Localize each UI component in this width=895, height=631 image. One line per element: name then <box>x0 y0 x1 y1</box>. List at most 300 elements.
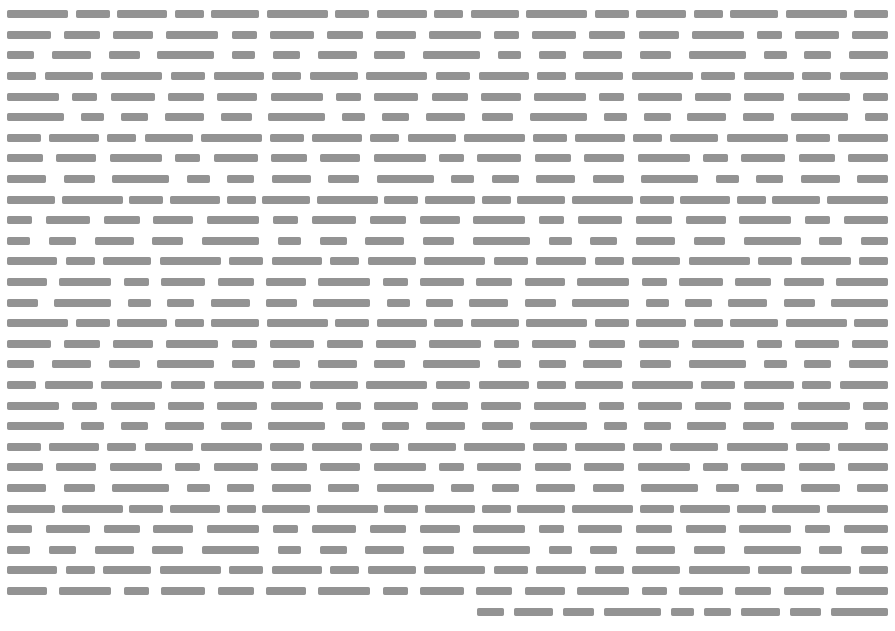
notice-word <box>145 134 193 142</box>
notice-word <box>840 72 888 80</box>
notice-word <box>273 360 300 368</box>
notice-word <box>848 463 888 471</box>
notice-word <box>494 31 519 39</box>
notice-word <box>539 360 566 368</box>
notice-word <box>784 278 824 286</box>
notice-word <box>844 525 888 533</box>
notice-word <box>171 72 205 80</box>
notice-word <box>214 72 264 80</box>
notice-word <box>432 93 468 101</box>
notice-word <box>743 113 774 121</box>
notice-word <box>477 608 504 616</box>
notice-word <box>310 72 358 80</box>
notice-word <box>575 72 623 80</box>
notice-word <box>7 278 47 286</box>
notice-word <box>844 216 888 224</box>
notice-line <box>7 231 888 252</box>
notice-word <box>795 31 839 39</box>
notice-word <box>64 340 100 348</box>
notice-word <box>530 113 587 121</box>
notice-word <box>376 340 416 348</box>
notice-word <box>744 402 784 410</box>
notice-word <box>857 175 888 183</box>
notice-word <box>312 525 356 533</box>
notice-word <box>727 134 788 142</box>
notice-word <box>426 299 453 307</box>
notice-word <box>632 72 693 80</box>
notice-word <box>836 587 888 595</box>
notice-word <box>7 10 68 18</box>
notice-word <box>689 51 746 59</box>
notice-word <box>701 381 735 389</box>
notice-word <box>514 608 553 616</box>
notice-word <box>716 175 739 183</box>
notice-word <box>536 484 575 492</box>
notice-word <box>320 463 360 471</box>
notice-word <box>52 51 91 59</box>
notice-word <box>424 566 485 574</box>
notice-word <box>494 340 519 348</box>
notice-word <box>268 113 325 121</box>
notice-word <box>572 505 633 513</box>
notice-word <box>595 566 624 574</box>
notice-word <box>757 31 782 39</box>
notice-word <box>7 484 46 492</box>
notice-word <box>589 340 625 348</box>
notice-word <box>638 154 690 162</box>
notice-word <box>7 31 51 39</box>
notice-line <box>7 395 888 416</box>
notice-line <box>7 128 888 149</box>
notice-word <box>689 566 750 574</box>
notice-word <box>320 237 347 245</box>
notice-line <box>7 498 888 519</box>
notice-word <box>636 546 675 554</box>
notice-word <box>168 402 204 410</box>
notice-word <box>534 402 586 410</box>
notice-word <box>377 175 434 183</box>
notice-word <box>852 31 888 39</box>
notice-word <box>49 237 76 245</box>
notice-word <box>101 72 162 80</box>
notice-word <box>799 154 835 162</box>
notice-word <box>632 566 680 574</box>
notice-word <box>639 31 679 39</box>
notice-word <box>318 360 357 368</box>
notice-word <box>730 10 778 18</box>
notice-word <box>218 278 254 286</box>
notice-word <box>802 381 831 389</box>
notice-word <box>7 402 59 410</box>
notice-word <box>207 216 259 224</box>
notice-word <box>640 360 671 368</box>
notice-word <box>214 463 258 471</box>
notice-word <box>425 196 475 204</box>
notice-word <box>129 505 163 513</box>
notice-line <box>7 86 888 107</box>
notice-word <box>694 546 725 554</box>
notice-word <box>533 443 567 451</box>
notice-word <box>7 381 36 389</box>
notice-word <box>756 484 783 492</box>
notice-word <box>270 31 314 39</box>
notice-word <box>744 72 794 80</box>
notice-word <box>95 237 134 245</box>
notice-word <box>735 587 771 595</box>
notice-word <box>852 340 888 348</box>
notice-word <box>112 484 169 492</box>
notice-word <box>232 51 255 59</box>
notice-word <box>268 422 325 430</box>
notice-word <box>537 72 566 80</box>
notice-word <box>426 113 465 121</box>
notice-word <box>161 278 205 286</box>
notice-word <box>805 525 830 533</box>
notice-word <box>59 587 111 595</box>
notice-word <box>728 299 767 307</box>
notice-word <box>272 72 301 80</box>
notice-word <box>537 381 566 389</box>
notice-word <box>469 299 508 307</box>
notice-word <box>532 31 576 39</box>
notice-word <box>370 443 399 451</box>
notice-line <box>7 210 888 231</box>
notice-word <box>7 216 32 224</box>
notice-word <box>66 257 95 265</box>
notice-word <box>170 505 220 513</box>
notice-word <box>7 319 68 327</box>
notice-word <box>117 319 167 327</box>
notice-word <box>590 546 617 554</box>
notice-word <box>498 51 521 59</box>
notice-word <box>848 154 888 162</box>
notice-word <box>232 340 257 348</box>
notice-word <box>335 10 369 18</box>
notice-word <box>525 299 556 307</box>
notice-word <box>270 134 304 142</box>
notice-word <box>425 505 475 513</box>
notice-word <box>366 381 427 389</box>
notice-word <box>638 463 690 471</box>
notice-word <box>62 505 123 513</box>
notice-word <box>640 505 674 513</box>
notice-word <box>639 340 679 348</box>
notice-word <box>366 72 427 80</box>
notice-line <box>7 292 888 313</box>
notice-word <box>498 360 521 368</box>
notice-word <box>377 484 434 492</box>
notice-word <box>517 505 565 513</box>
notice-word <box>374 360 405 368</box>
notice-word <box>535 463 571 471</box>
notice-word <box>81 113 104 121</box>
notice-word <box>802 72 831 80</box>
notice-word <box>49 443 99 451</box>
notice-word <box>56 154 96 162</box>
notice-word <box>420 216 460 224</box>
notice-word <box>473 237 530 245</box>
notice-word <box>111 402 155 410</box>
notice-word <box>221 422 252 430</box>
notice-word <box>575 134 625 142</box>
notice-word <box>636 525 672 533</box>
notice-word <box>227 484 254 492</box>
notice-word <box>633 443 662 451</box>
notice-word <box>857 484 888 492</box>
notice-word <box>680 196 730 204</box>
notice-line <box>7 354 888 375</box>
notice-word <box>104 216 140 224</box>
notice-word <box>526 319 587 327</box>
notice-word <box>694 237 725 245</box>
notice-word <box>420 587 464 595</box>
notice-word <box>262 505 310 513</box>
notice-word <box>589 31 625 39</box>
notice-word <box>758 566 792 574</box>
notice-line <box>7 334 888 355</box>
notice-word <box>110 463 162 471</box>
notice-word <box>7 196 55 204</box>
notice-word <box>494 257 528 265</box>
notice-word <box>692 31 744 39</box>
notice-word <box>741 154 785 162</box>
notice-word <box>7 113 64 121</box>
notice-word <box>121 113 148 121</box>
notice-word <box>642 587 667 595</box>
notice-word <box>175 319 204 327</box>
notice-word <box>320 546 347 554</box>
notice-word <box>863 93 888 101</box>
notice-word <box>646 299 669 307</box>
notice-line <box>7 189 888 210</box>
notice-word <box>168 93 204 101</box>
notice-word <box>536 175 575 183</box>
notice-word <box>232 360 255 368</box>
notice-word <box>451 175 474 183</box>
notice-word <box>7 175 46 183</box>
notice-word <box>107 443 136 451</box>
notice-word <box>686 525 726 533</box>
notice-word <box>170 196 220 204</box>
notice-word <box>680 505 730 513</box>
notice-word <box>756 175 783 183</box>
notice-word <box>741 463 785 471</box>
notice-word <box>227 175 254 183</box>
notice-word <box>701 72 735 80</box>
notice-word <box>267 10 328 18</box>
notice-word <box>744 237 801 245</box>
notice-word <box>549 546 572 554</box>
notice-word <box>377 10 427 18</box>
notice-word <box>64 484 95 492</box>
notice-word <box>313 299 370 307</box>
notice-word <box>312 216 356 224</box>
notice-word <box>689 257 750 265</box>
notice-word <box>202 237 259 245</box>
notice-word <box>266 299 297 307</box>
notice-word <box>81 422 104 430</box>
notice-word <box>7 154 43 162</box>
notice-word <box>46 216 90 224</box>
notice-word <box>492 484 519 492</box>
notice-word <box>327 340 363 348</box>
notice-line <box>7 45 888 66</box>
notice-word <box>593 175 624 183</box>
notice-word <box>482 196 511 204</box>
notice-word <box>640 196 674 204</box>
notice-word <box>517 196 565 204</box>
notice-line <box>7 66 888 87</box>
notice-word <box>72 93 97 101</box>
notice-word <box>476 587 512 595</box>
notice-word <box>160 257 221 265</box>
notice-word <box>798 93 850 101</box>
notice-word <box>641 175 698 183</box>
notice-word <box>187 175 210 183</box>
notice-word <box>492 175 519 183</box>
notice-word <box>423 360 480 368</box>
notice-word <box>370 216 406 224</box>
notice-word <box>423 237 454 245</box>
notice-word <box>849 51 888 59</box>
notice-word <box>214 381 264 389</box>
notice-word <box>171 381 205 389</box>
notice-word <box>103 566 151 574</box>
notice-word <box>382 422 409 430</box>
notice-word <box>423 51 480 59</box>
notice-word <box>76 319 110 327</box>
notice-word <box>317 196 378 204</box>
notice-word <box>377 319 427 327</box>
notice-word <box>64 175 95 183</box>
notice-word <box>229 566 263 574</box>
notice-word <box>679 587 723 595</box>
notice-word <box>854 319 888 327</box>
notice-word <box>266 587 306 595</box>
notice-word <box>7 340 51 348</box>
notice-word <box>124 587 149 595</box>
notice-word <box>633 134 662 142</box>
notice-word <box>328 175 359 183</box>
notice-word <box>739 216 791 224</box>
notice-word <box>7 422 64 430</box>
notice-word <box>743 422 774 430</box>
notice-word <box>317 505 378 513</box>
notice-word <box>7 299 38 307</box>
notice-word <box>175 463 200 471</box>
notice-word <box>744 93 784 101</box>
notice-word <box>539 525 564 533</box>
notice-word <box>854 10 888 18</box>
notice-word <box>549 237 572 245</box>
notice-word <box>271 402 323 410</box>
notice-word <box>758 257 792 265</box>
notice-word <box>786 319 847 327</box>
notice-word <box>262 196 310 204</box>
notice-word <box>267 319 328 327</box>
notice-word <box>7 443 41 451</box>
notice-word <box>604 113 627 121</box>
notice-word <box>72 402 97 410</box>
notice-word <box>117 10 167 18</box>
notice-word <box>638 402 682 410</box>
notice-word <box>464 134 525 142</box>
notice-word <box>103 257 151 265</box>
notice-word <box>167 299 194 307</box>
notice-word <box>695 93 731 101</box>
notice-word <box>365 237 404 245</box>
notice-word <box>670 443 718 451</box>
notice-line <box>7 519 888 540</box>
notice-word <box>638 93 682 101</box>
notice-word <box>764 51 787 59</box>
notice-word <box>599 402 624 410</box>
notice-word <box>320 154 360 162</box>
notice-word <box>436 72 470 80</box>
notice-line <box>7 169 888 190</box>
notice-word <box>790 608 821 616</box>
notice-word <box>679 278 723 286</box>
notice-word <box>165 422 204 430</box>
notice-word <box>575 443 625 451</box>
notice-word <box>128 299 151 307</box>
notice-word <box>310 381 358 389</box>
notice-word <box>272 257 322 265</box>
notice-word <box>604 422 627 430</box>
notice-word <box>229 257 263 265</box>
notice-word <box>266 278 306 286</box>
notice-word <box>640 51 671 59</box>
notice-word <box>7 257 57 265</box>
notice-word <box>272 566 322 574</box>
notice-word <box>434 10 463 18</box>
notice-word <box>451 484 474 492</box>
notice-word <box>798 402 850 410</box>
notice-word <box>536 566 586 574</box>
notice-word <box>384 505 418 513</box>
notice-word <box>772 505 820 513</box>
notice-word <box>703 463 728 471</box>
notice-word <box>109 51 140 59</box>
notice-word <box>494 566 528 574</box>
notice-word <box>687 422 726 430</box>
notice-word <box>64 31 100 39</box>
notice-word <box>157 360 214 368</box>
notice-word <box>692 340 744 348</box>
notice-word <box>45 72 93 80</box>
notice-word <box>764 360 787 368</box>
notice-word <box>111 93 155 101</box>
notice-word <box>384 196 418 204</box>
notice-word <box>383 587 408 595</box>
notice-word <box>7 134 41 142</box>
notice-word <box>735 278 771 286</box>
notice-word <box>66 566 95 574</box>
notice-word <box>7 505 55 513</box>
notice-word <box>232 31 257 39</box>
notice-word <box>686 216 726 224</box>
notice-line <box>7 375 888 396</box>
notice-word <box>56 463 96 471</box>
notice-word <box>578 525 622 533</box>
notice-word <box>819 237 842 245</box>
notice-word <box>107 134 136 142</box>
notice-line <box>7 416 888 437</box>
notice-word <box>426 422 465 430</box>
notice-word <box>827 196 888 204</box>
notice-word <box>113 31 153 39</box>
notice-word <box>318 587 370 595</box>
